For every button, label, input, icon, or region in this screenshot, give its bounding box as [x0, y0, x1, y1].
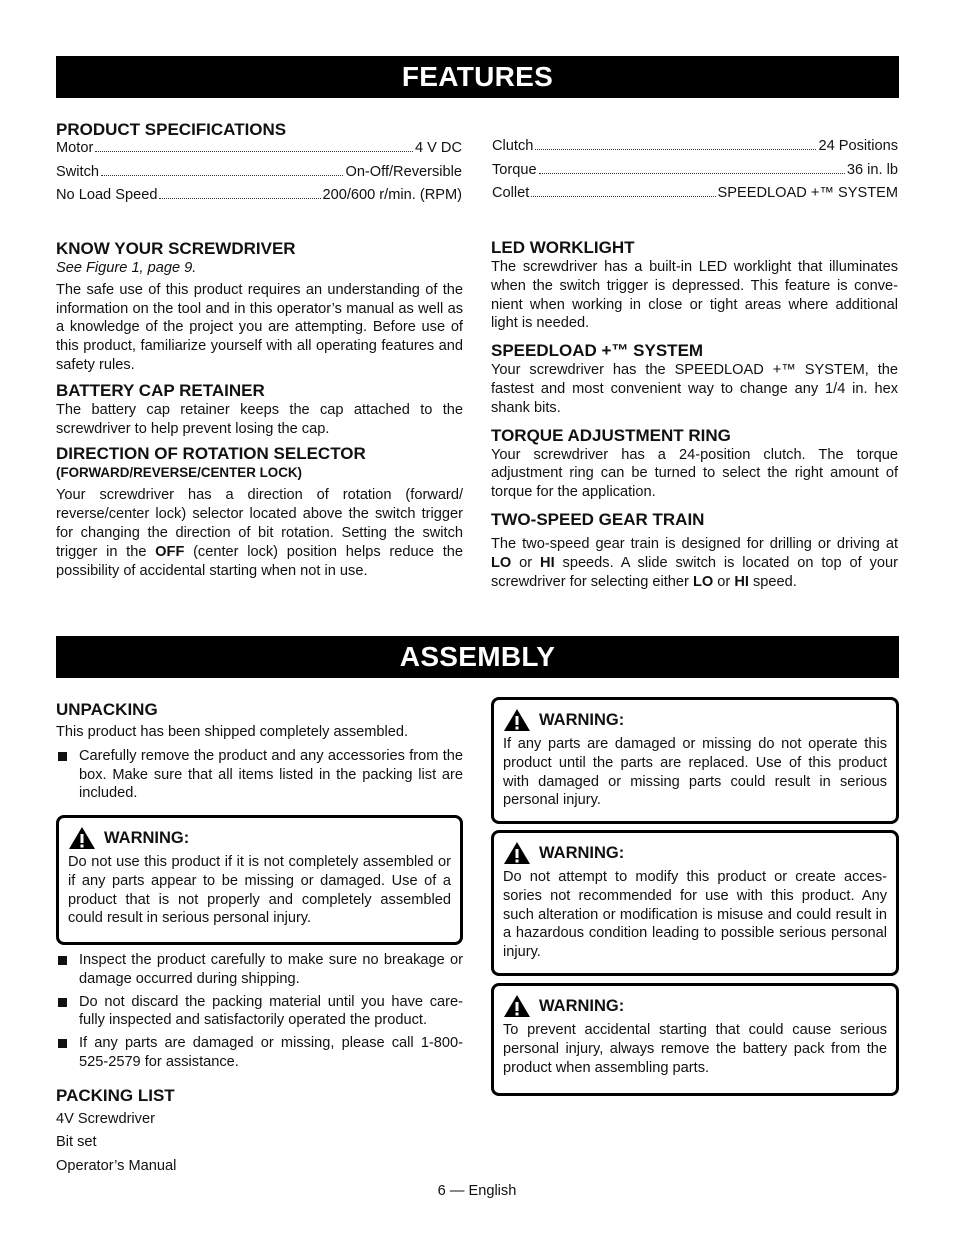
torque-body: Your screwdriver has a 24-position clutch. The torque adjustment ring can be turned to select the right amount of torque for the application.: [491, 446, 898, 501]
specs-right: [492, 135, 898, 206]
list-item: Inspect the product carefully to make sure no breakage or damage occurred during shipping.: [56, 951, 463, 989]
spec-value: On-Off/Reversible: [345, 163, 462, 180]
know-body: The safe use of this product requires an understanding of the information on the tool and in this operator’s manual as well as a knowledge of the project you are attempting. Before use of this product, familiarize yourself with all operating features and safety rules.: [56, 281, 463, 373]
warning-box: [491, 983, 899, 1096]
spec-row: [492, 182, 898, 206]
spec-value: SPEEDLOAD +™ SYSTEM: [717, 185, 898, 201]
warning-triangle-icon: [503, 994, 531, 1018]
warning-body: Do not use this product if it is not completely assembled or if any parts appear to be missing or damaged. Use of a product that is not properly and completely assembled could result in serious personal injury.: [68, 854, 451, 927]
warning-triangle-icon: [68, 826, 96, 850]
spec-row: [492, 135, 898, 159]
assembly-banner: ASSEMBLY: [56, 636, 899, 678]
warning-box: [491, 830, 899, 976]
speedload-heading: SPEEDLOAD +™ SYSTEM: [491, 341, 704, 361]
spec-row: [492, 159, 898, 183]
know-heading: KNOW YOUR SCREWDRIVER: [56, 239, 296, 258]
battery-body: The battery cap retainer keeps the cap attached to the screwdriver to help prevent losing the cap.: [56, 401, 463, 437]
led-body: The screwdriver has a built-in LED worklight that illuminates when the switch trigger is depressed. This feature is conve- nient when working in close or tight areas where additional light is needed.: [491, 259, 898, 332]
warning-title: WARNING:: [539, 996, 625, 1015]
square-bullet-icon: [58, 956, 67, 965]
direction-heading: DIRECTION OF ROTATION SELECTOR: [56, 444, 366, 464]
spec-label: Clutch: [492, 138, 534, 154]
spec-value: 200/600 r/min. (RPM): [322, 187, 462, 203]
battery-heading: BATTERY CAP RETAINER: [56, 380, 265, 400]
warning-title: WARNING:: [539, 843, 625, 862]
list-item: Operator’s Manual: [56, 1157, 177, 1174]
spec-value: 36 in. lb: [846, 161, 898, 178]
features-banner: FEATURES: [56, 56, 899, 98]
list-item: Do not discard the packing material until you have care- fully inspected and satisfactorily operated the product.: [56, 993, 463, 1031]
warning-box: [56, 815, 463, 945]
unpacking-intro: This product has been shipped completely assembled.: [56, 724, 409, 740]
list-item: 4V Screwdriver: [56, 1110, 155, 1127]
spec-label: Torque: [492, 161, 537, 178]
list-item: Carefully remove the product and any accessories from the box. Make sure that all items listed in the packing list are included.: [56, 747, 463, 803]
warning-title: WARNING:: [539, 710, 625, 729]
torque-heading: TORQUE ADJUSTMENT RING: [491, 425, 731, 445]
unpacking-heading: UNPACKING: [56, 700, 158, 719]
square-bullet-icon: [58, 752, 67, 761]
features-right-column: [491, 237, 898, 591]
unpacking-bullets: [56, 951, 463, 1178]
direction-subheading: (FORWARD/REVERSE/CENTER LOCK): [56, 465, 302, 481]
specs-heading: PRODUCT SPECIFICATIONS: [56, 120, 287, 139]
specs-left: [56, 119, 462, 208]
spec-label: Collet: [492, 185, 530, 201]
know-ref: See Figure 1, page 9.: [56, 260, 197, 276]
warning-title: WARNING:: [104, 828, 190, 847]
direction-body: Your screwdriver has a direction of rotation (forward/ reverse/center lock) selector located above the switch trigger for changing the direction of bit rotation. Setting the switch trigger in the OFF (center lock) position helps reduce the possibility of accidental starting when not in use.: [56, 487, 463, 579]
gear-heading: TWO-SPEED GEAR TRAIN: [491, 509, 705, 529]
speedload-body: Your screwdriver has the SPEEDLOAD +™ SYSTEM, the fastest and most convenient way to change any 1/4 in. hex shank bits.: [491, 362, 898, 416]
warning-triangle-icon: [503, 708, 531, 732]
spec-row: [56, 137, 462, 161]
warning-body: Do not attempt to modify this product or create acces- sories not recommended for use with this product. Any such alteration or modification is misuse and could result in a hazardous condition leading to possible serious personal injury.: [503, 869, 887, 961]
warning-body: To prevent accidental starting that could cause serious personal injury, always remove the battery pack from the product when assembling parts.: [503, 1022, 887, 1076]
packing-list: [56, 1108, 463, 1179]
spec-row: [56, 161, 462, 185]
unpacking-section: [56, 699, 463, 803]
spec-value: 24 Positions: [818, 138, 898, 154]
spec-label: Switch: [56, 163, 99, 180]
square-bullet-icon: [58, 1039, 67, 1048]
features-left-column: [56, 238, 463, 580]
packing-heading: PACKING LIST: [56, 1085, 175, 1105]
warning-body: If any parts are damaged or missing do not operate this product until the parts are replaced. Use of this product with damaged or missing parts could result in serious personal injury.: [503, 736, 887, 809]
square-bullet-icon: [58, 998, 67, 1007]
spec-label: No Load Speed: [56, 187, 158, 203]
spec-value: 4 V DC: [414, 140, 462, 156]
led-heading: LED WORKLIGHT: [491, 238, 635, 257]
list-item: Bit set: [56, 1134, 97, 1151]
spec-label: Motor: [56, 140, 94, 156]
page-footer: 6 — English: [437, 1183, 517, 1199]
warning-triangle-icon: [503, 841, 531, 865]
warning-box: [491, 697, 899, 824]
spec-row: [56, 184, 462, 208]
gear-body: The two-speed gear train is designed for drilling or driving at LO or HI speeds. A slide switch is located on top of your screwdriver for selecting either LO or HI speed.: [491, 535, 898, 590]
list-item: If any parts are damaged or missing, please call 1-800-525-2579 for assistance.: [56, 1034, 463, 1072]
